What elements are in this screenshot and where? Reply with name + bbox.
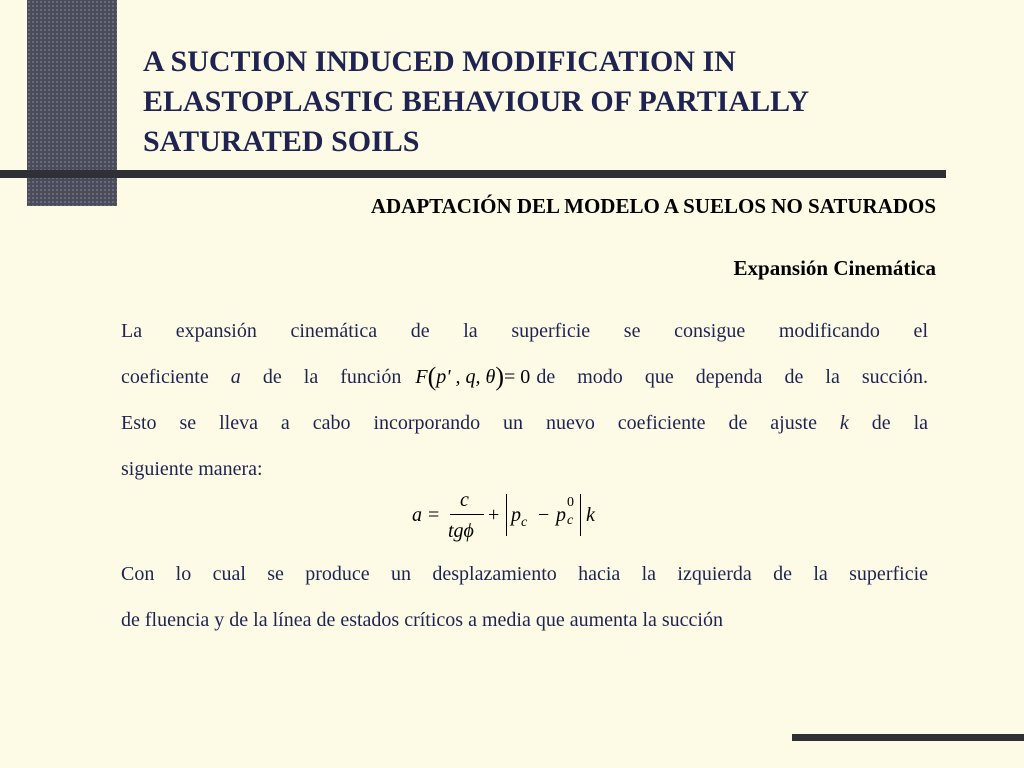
text: Esto se lleva a cabo incorporando un nuevo coeficiente de ajuste <box>121 412 840 434</box>
paragraph-2 <box>121 551 928 643</box>
abs-bar-left <box>506 494 507 536</box>
formula-rhs: = 0 <box>504 366 531 388</box>
formula-args: p' , q, θ <box>436 366 496 388</box>
formula-equals: = <box>428 504 440 526</box>
formula-sub2: c <box>567 513 574 528</box>
inline-formula <box>415 354 530 400</box>
fraction-bar <box>450 514 484 515</box>
formula-sub1: c <box>521 515 528 530</box>
formula-k: k <box>586 504 595 526</box>
section-heading: Expansión Cinemática <box>733 256 936 280</box>
paragraph-1-line-1: La expansión cinemática de la superficie se consigue modificando el <box>121 320 928 342</box>
variable-a: a <box>230 366 241 388</box>
paragraph-2-line-1: Con lo cual se produce un desplazamiento hacia la izquierda de la superficie <box>121 563 928 585</box>
text: de modo que dependa de la succión. <box>536 366 928 388</box>
footer-divider-bar <box>792 734 1024 741</box>
paragraph-1-line-4: siguiente manera: <box>121 458 263 480</box>
formula-numerator: c <box>460 489 469 511</box>
formula-F: F <box>415 366 428 388</box>
text: de la <box>848 412 929 434</box>
paragraph-2-line-2: de fluencia y de la línea de estados críticos a media que aumenta la succión <box>121 609 723 631</box>
paragraph-1-line-3 <box>121 400 928 446</box>
slide-title <box>143 42 943 162</box>
title-divider-bar <box>0 170 946 178</box>
formula-sup2: 0 <box>567 495 574 510</box>
title-line-1: A SUCTION INDUCED MODIFICATION IN <box>143 45 736 78</box>
title-line-3: SATURATED SOILS <box>143 125 420 158</box>
paragraph-1-line-2 <box>121 354 928 400</box>
text: de la función <box>240 366 402 388</box>
formula-denominator: tgϕ <box>448 520 474 542</box>
formula-lhs-a: a <box>412 504 422 526</box>
formula-p1: p <box>511 504 521 526</box>
formula-open-paren: ( <box>427 362 437 391</box>
variable-k: k <box>839 412 849 434</box>
formula-minus: − <box>538 504 550 526</box>
text: coeficiente <box>121 366 231 388</box>
formula-close-paren: ) <box>495 362 505 391</box>
slide-subtitle: ADAPTACIÓN DEL MODELO A SUELOS NO SATURADOS <box>370 194 936 218</box>
paragraph-1 <box>121 308 928 492</box>
title-line-2: ELASTOPLASTIC BEHAVIOUR OF PARTIALLY <box>143 85 810 118</box>
formula-plus: + <box>488 504 500 526</box>
abs-bar-right <box>580 494 581 536</box>
formula-p2: p <box>556 504 566 526</box>
